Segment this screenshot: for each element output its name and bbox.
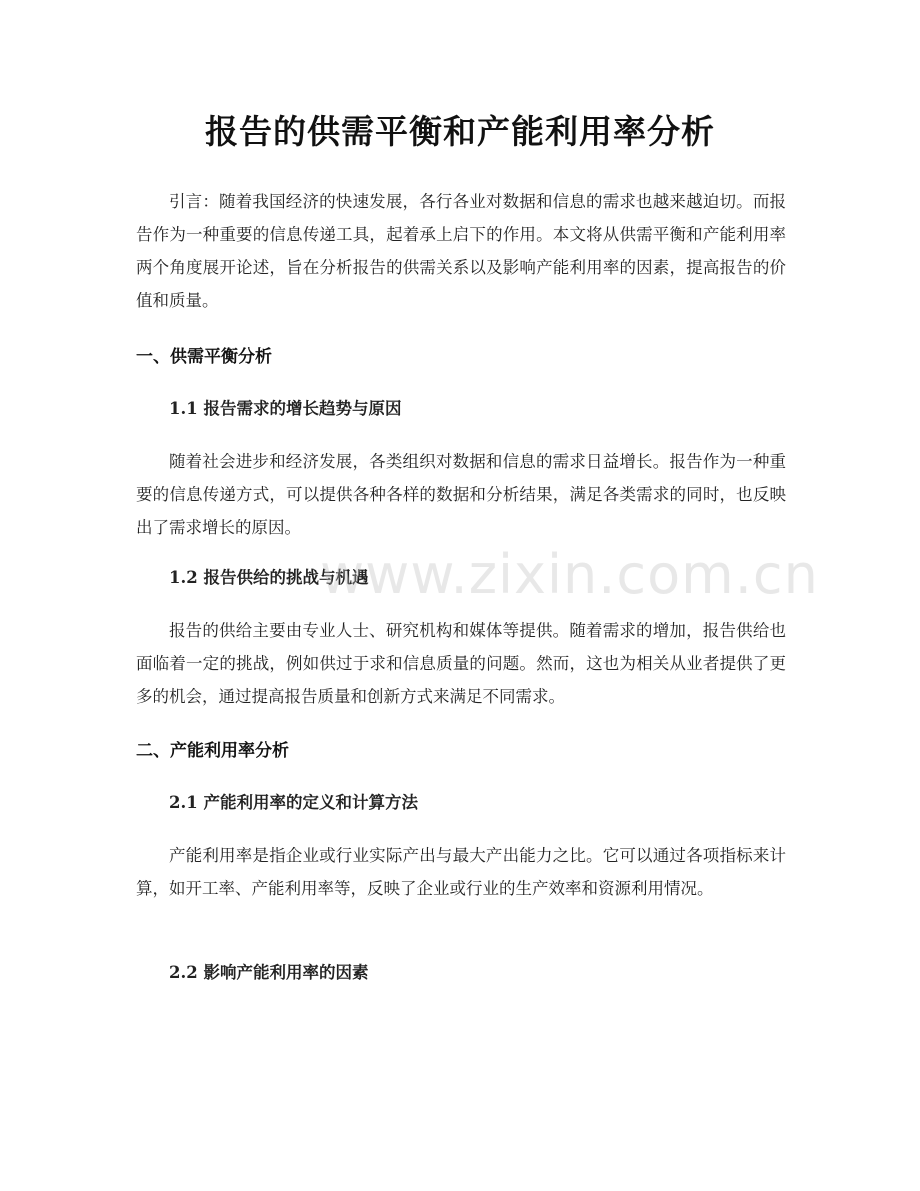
section-1-2-body: 报告的供给主要由专业人士、研究机构和媒体等提供。随着需求的增加，报告供给也面临着一定的挑战，例如供过于求和信息质量的问题。然而，这也为相关从业者提供了更多的机会，通过提高报告质量和创新方式来满足不同需求。: [136, 621, 786, 706]
section-1-1-heading: 1.1 报告需求的增长趋势与原因: [169, 399, 402, 418]
intro-paragraph: 引言：随着我国经济的快速发展，各行各业对数据和信息的需求也越来越迫切。而报告作为一种重要的信息传递工具，起着承上启下的作用。本文将从供需平衡和产能利用率两个角度展开论述，旨在分析报告的供需关系以及影响产能利用率的因素，提高报告的价值和质量。: [136, 192, 786, 310]
section-1-1-body: 随着社会进步和经济发展，各类组织对数据和信息的需求日益增长。报告作为一种重要的信息传递方式，可以提供各种各样的数据和分析结果，满足各类需求的同时，也反映出了需求增长的原因。: [136, 452, 786, 537]
section-2-2-heading: 2.2 影响产能利用率的因素: [169, 963, 369, 982]
document-title: 报告的供需平衡和产能利用率分析: [205, 112, 715, 151]
section-1-2-heading: 1.2 报告供给的挑战与机遇: [169, 568, 369, 587]
section-2-1-heading: 2.1 产能利用率的定义和计算方法: [169, 793, 418, 812]
section-2-1-body: 产能利用率是指企业或行业实际产出与最大产出能力之比。它可以通过各项指标来计算，如开工率、产能利用率等，反映了企业或行业的生产效率和资源利用情况。: [136, 846, 786, 898]
section-2-heading: 二、产能利用率分析: [136, 741, 289, 761]
watermark-text: www.zixin.com.cn: [320, 543, 819, 606]
section-1-heading: 一、供需平衡分析: [136, 347, 272, 367]
